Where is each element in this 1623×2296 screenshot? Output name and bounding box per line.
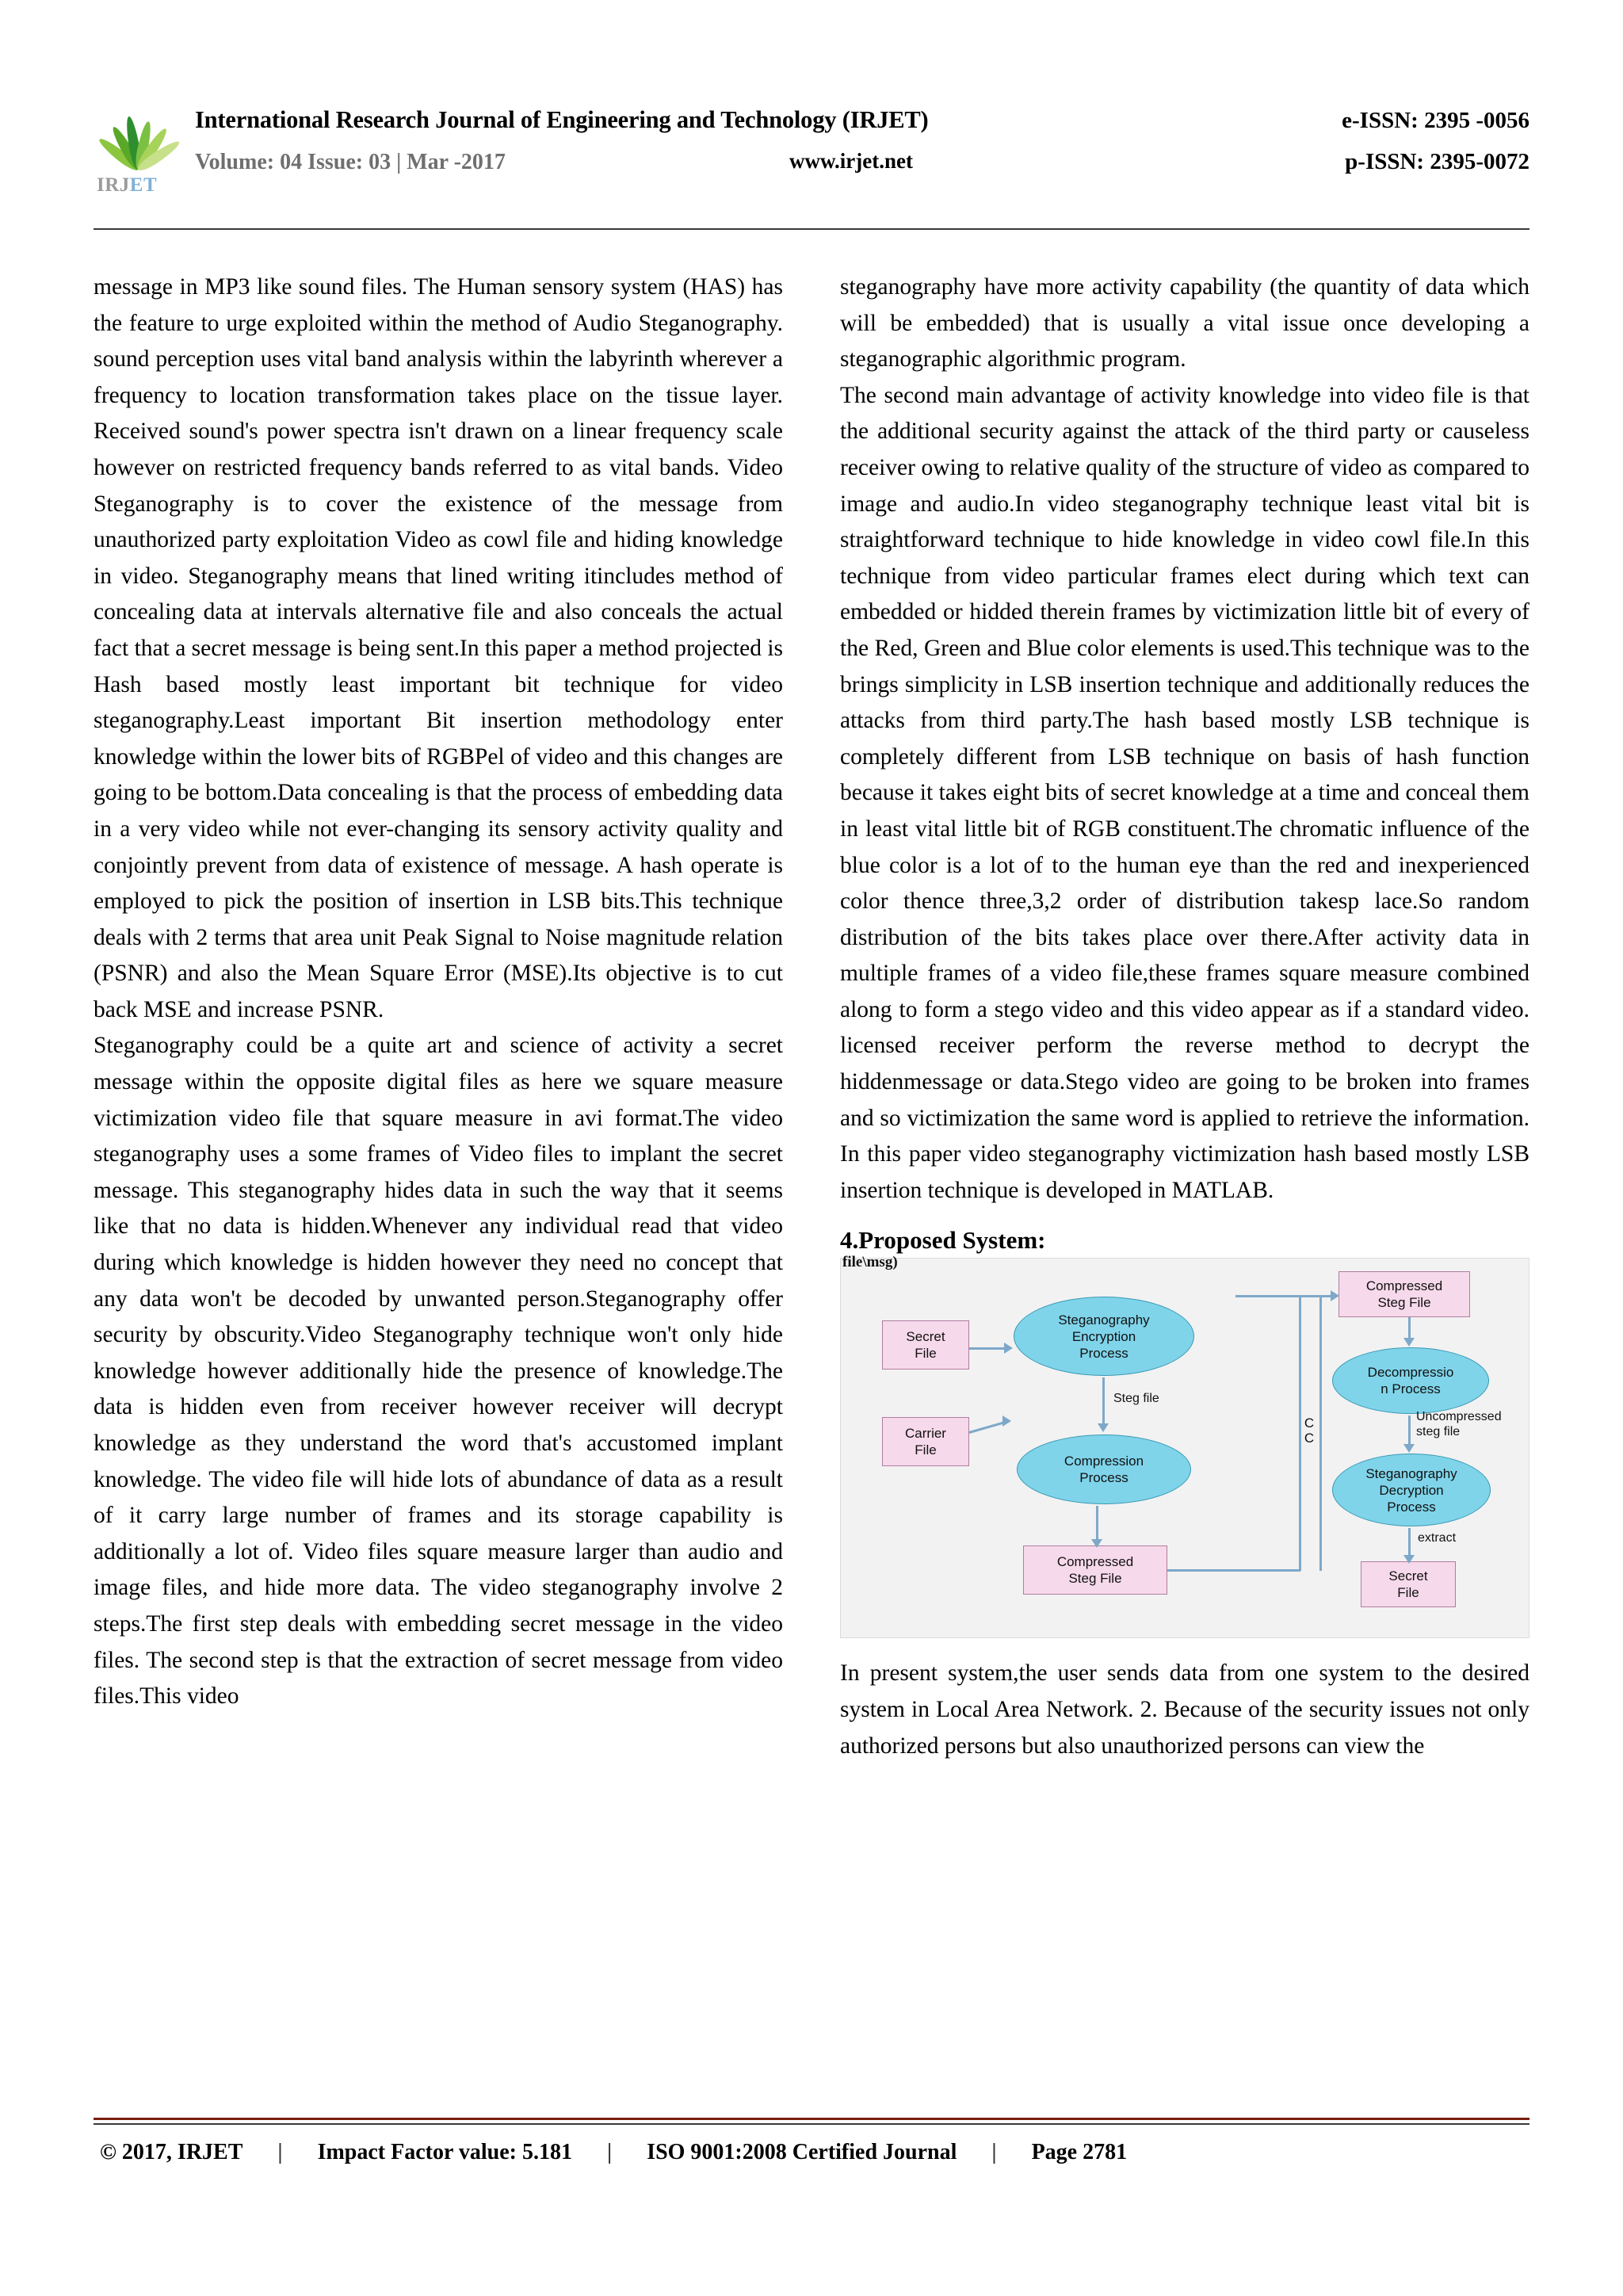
paragraph: Steganography could be a quite art and science of activity a secret message within the opposite digital files as here we square measure victimization video file that square measure in avi format.The video steganography uses a some frames of Video files to implant the secret message. This steganography hides data in such the way that it seems like that no data is hidden.Whenever any individual read that video during which knowledge is hidden however they need no concept that any data won't be decoded by unwanted person.Steganography offer security by obscurity.Video Steganography technique won't only hide knowledge however additionally hide the presence of knowledge.The data is hidden even from receiver however receiver will decrypt knowledge as they understand the word that's accustomed implant knowledge. The video file will hide lots of abundance of data as a result of it carry large number of frames and its storage capability is additionally a lot of. Video files square measure larger than audio and image files, and hide more data. The video steganography involve 2 steps.The first step deals with embedding secret message in the video files. The second step is that the extraction of secret message from video files.This video [94,1033,783,1710]
node-compression-process [1017,1435,1191,1504]
node-label: Decompressio n Process [1367,1365,1454,1397]
arrowhead-icon [1403,1444,1415,1453]
footer-divider [94,2123,1529,2125]
node-decompression-process [1332,1347,1489,1414]
footer-separator: | [277,2140,283,2164]
page-header [94,95,1529,222]
node-steganography-encryption-process [1014,1297,1194,1376]
paragraph: The second main advantage of activity knowledge into video file is that the additional security against the attack of the third party or causeless receiver owing to relative quality of the structure of video as compared to image and audio.In video steganography technique least vital bit is straightforward technique to hide knowledge in video cowl file.In this technique from video particular frames elect during which text can embedded or hidded therein frames by victimization little bit of every of the Red, Green and Blue color elements is used.This technique was to the brings simplicity in LSB insertion technique and additionally reduces the attacks from third party.The hash based mostly LSB technique is completely different from LSB technique on basis of hash function because it takes eight bits of secret knowledge at a time and conceal them in least vital little bit of RGB constituent.The chromatic influence of the blue color is a lot of to the human eye than the red and inexperienced color thence three,3,2 order of distribution takesp lace.So random distribution of the bits takes place over there.After activity data in multiple frames of a video file,these frames square measure combined along to form a stego video and this video appear as if a standard video. licensed receiver perform the reverse method to decrypt the hiddenmessage or data.Stego video are going to be broken into frames and so victimization the same word is applied to retrieve the information. In this paper video steganography victimization hash based mostly LSB insertion technique is developed in MATLAB. [840,382,1529,1203]
arrowhead-icon [1098,1423,1109,1432]
edge-label-uncompressed-steg-file: Uncompressed steg file [1416,1410,1502,1439]
node-compressed-steg-file-right [1338,1271,1470,1317]
proposed-system-diagram [840,1254,1529,1638]
logo-wordmark-et: ET [129,174,158,196]
logo-wordmark-irj: IRJ [97,174,130,196]
arrow-compressed-to-channel [1167,1569,1300,1572]
arrow-carrier-to-encrypt [969,1422,1005,1435]
page-footer [94,2140,1529,2165]
paragraph: message in MP3 like sound files. The Human sensory system (HAS) has the feature to urge exploited within the method of Audio Steganography. sound perception uses vital band analysis within the labyrinth wherever a frequency to location transformation takes place on the tissue layer. Received sound's power spectra isn't drawn on a linear frequency scale however on restricted frequency bands referred to as vital bands. Video Steganography is to cover the existence of the message from unauthorized party exploitation Video as cowl file and hiding knowledge in video. Steganography means that lined writing itincludes method of concealing data at intervals alternative file and also conceals the actual fact that a secret message is being sent.In this paper a method projected is Hash based mostly least important bit technique for video steganography.Least important Bit insertion methodology enter knowledge within the lower bits of RGBPel of video and this changes are going to be bottom.Data concealing is that the process of embedding data in a very video while not ever-changing its sensory activity quality and conjointly prevent from data of existence of message. A hash operate is employed to pick the position of insertion in LSB bits.This technique deals with 2 terms that area unit Peak Signal to Noise magnitude relation (PSNR) and also the Mean Square Error (MSE).Its objective is to cut back MSE and increase PSNR. [94,274,783,1022]
arrow-channel-to-compressed-right [1235,1295,1334,1297]
edge-label-steg-file: Steg file [1113,1392,1159,1406]
node-label: Steganography Decryption Process [1365,1465,1457,1515]
header-top-row [195,106,1529,134]
node-label: Secret File [1388,1568,1428,1601]
arrow-secret-to-encrypt [969,1347,1006,1350]
footer-separator: | [607,2140,613,2164]
p-issn: p-ISSN: 2395-0072 [1345,149,1529,174]
footer-copyright: © 2017, IRJET [100,2140,243,2164]
node-label: Steganography Encryption Process [1058,1312,1150,1361]
arrow-compress-to-compressed [1096,1506,1098,1544]
arrowhead-icon [1403,1338,1415,1347]
node-label: Compressed Steg File [1365,1278,1443,1311]
arrowhead-icon [1331,1290,1339,1301]
figure-top-label: file\msg) [842,1254,898,1271]
arrowhead-icon [1403,1555,1415,1564]
paragraph-after-figure: In present system,the user sends data from one system to the desired system in Local Area Network. 2. Because of the security issues not only authorized persons but also unauthorized persons can view the [840,1660,1529,1759]
node-label: Carrier File [905,1426,946,1458]
logo-leaf-icon [94,101,181,174]
channel-label: C C [1304,1415,1315,1446]
header-bottom-row [195,149,1529,175]
journal-title: International Research Journal of Engineering and Technology (IRJET) [195,106,929,133]
irjet-logo [94,101,187,203]
node-steganography-decryption-process [1332,1454,1491,1526]
node-secret-file-input [882,1320,969,1370]
right-column [840,269,1529,1764]
arrowhead-icon [1004,1343,1013,1354]
arrowhead-icon [1002,1415,1011,1427]
footer-impact-factor: Impact Factor value: 5.181 [317,2140,572,2164]
footer-divider-accent [94,2118,1529,2120]
arrowhead-icon [1091,1539,1102,1548]
node-compressed-steg-file-left [1023,1545,1167,1595]
header-divider [94,228,1529,230]
node-secret-file-output [1361,1561,1456,1607]
left-column [94,269,783,1715]
node-label: Secret File [906,1329,945,1362]
arrow-encrypt-to-compress [1102,1377,1105,1425]
edge-label-extract: extract [1418,1531,1457,1545]
volume-issue: Volume: 04 Issue: 03 | Mar -2017 [195,150,506,174]
e-issn: e-ISSN: 2395 -0056 [1342,108,1529,133]
node-label: Compression Process [1064,1454,1144,1486]
node-label: Compressed Steg File [1056,1554,1134,1587]
footer-page-number: Page 2781 [1031,2140,1128,2164]
paragraph: steganography have more activity capability (the quantity of data which will be embedded) that is usually a vital issue once developing a steganographic algorithmic program. [840,274,1529,372]
footer-iso-certification: ISO 9001:2008 Certified Journal [647,2140,957,2164]
footer-separator: | [991,2140,997,2164]
logo-wordmark [97,174,157,197]
node-carrier-file [882,1417,969,1466]
section-heading-proposed-system: 4.Proposed System: [840,1226,1046,1255]
journal-website: www.irjet.net [789,149,913,173]
